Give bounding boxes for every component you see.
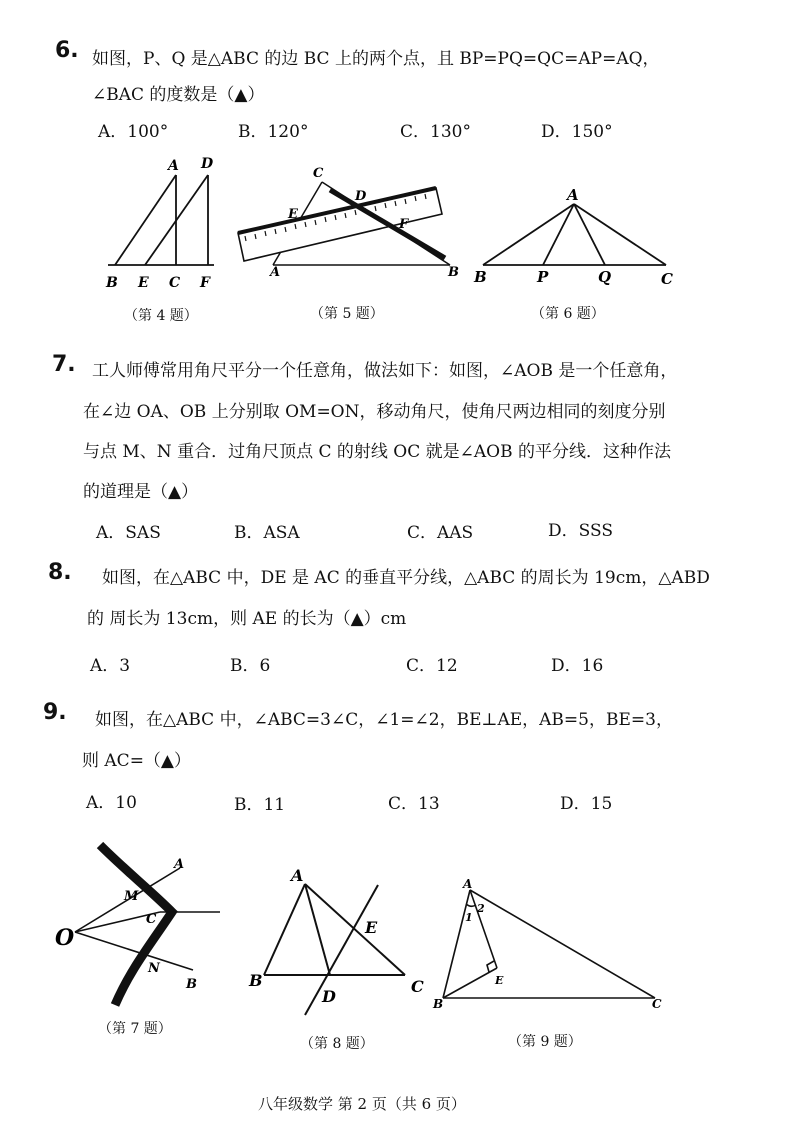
fig4-label-e: E bbox=[138, 275, 149, 291]
q8-option-a: A．3 bbox=[90, 656, 131, 676]
fig4-label-a: A bbox=[168, 158, 179, 174]
fig8-label-d: D bbox=[322, 987, 336, 1006]
fig8-label-a: A bbox=[291, 866, 304, 885]
q6-text-line1: 如图，P、Q 是△ABC 的边 BC 上的两个点，且 BP=PQ=QC=AP=AQ， bbox=[92, 49, 660, 69]
q9-number: 9. bbox=[43, 700, 67, 725]
q8-number: 8. bbox=[48, 560, 72, 585]
q6-option-d: D．150° bbox=[541, 122, 613, 142]
fig8-label-c: C bbox=[411, 977, 424, 996]
q9-text-line1: 如图，在△ABC 中，∠ABC=3∠C，∠1=∠2，BE⊥AE，AB=5，BE=3， bbox=[95, 710, 673, 730]
fig6-caption: （第 6 题） bbox=[531, 306, 605, 322]
q6-option-c: C．130° bbox=[400, 122, 471, 142]
q8-option-d: D．16 bbox=[551, 656, 604, 676]
fig6-label-p: P bbox=[537, 268, 549, 286]
fig7-label-a: A bbox=[174, 857, 185, 872]
q6-option-a: A．100° bbox=[98, 122, 169, 142]
fig9-label-c: C bbox=[652, 997, 662, 1011]
q8-option-b: B．6 bbox=[230, 656, 271, 676]
fig4-label-d: D bbox=[201, 156, 214, 172]
fig5-label-a: A bbox=[270, 265, 281, 280]
fig9-label-2: 2 bbox=[477, 902, 485, 915]
q7-number: 7. bbox=[52, 352, 76, 377]
fig5-label-b: B bbox=[448, 265, 459, 280]
fig8-label-b: B bbox=[249, 971, 263, 990]
fig6-label-b: B bbox=[474, 268, 487, 286]
fig4-label-c: C bbox=[169, 275, 181, 291]
fig5-label-f: F bbox=[399, 217, 409, 232]
q6-text-line2: ∠BAC 的度数是（▲） bbox=[92, 85, 265, 105]
fig5-caption: （第 5 题） bbox=[310, 306, 384, 322]
fig5-label-c: C bbox=[313, 166, 324, 181]
fig4-caption: （第 4 题） bbox=[124, 308, 198, 324]
fig5-label-d: D bbox=[355, 189, 367, 204]
q9-option-a: A．10 bbox=[86, 793, 137, 813]
fig9-label-b: B bbox=[433, 997, 444, 1011]
q7-option-c: C．AAS bbox=[407, 523, 474, 543]
fig8-caption: （第 8 题） bbox=[300, 1036, 374, 1052]
q6-number: 6. bbox=[55, 38, 79, 63]
fig6-label-c: C bbox=[661, 270, 673, 288]
fig9-label-a: A bbox=[463, 877, 473, 891]
q8-option-c: C．12 bbox=[406, 656, 458, 676]
fig4-label-f: F bbox=[200, 275, 210, 291]
fig7-label-b: B bbox=[186, 977, 197, 992]
q7-text-line4: 的道理是（▲） bbox=[83, 482, 199, 502]
fig7-label-m: M bbox=[124, 889, 139, 904]
q7-text-line3: 与点 M、N 重合．过角尺顶点 C 的射线 OC 就是∠AOB 的平分线．这种作法 bbox=[83, 442, 672, 462]
fig4-label-b: B bbox=[106, 275, 118, 291]
fig9-label-e: E bbox=[495, 974, 504, 987]
q9-option-d: D．15 bbox=[560, 794, 613, 814]
fig7-caption: （第 7 题） bbox=[98, 1021, 172, 1037]
fig7-label-o: O bbox=[55, 925, 75, 951]
q7-option-a: A．SAS bbox=[96, 523, 161, 543]
q7-text-line1: 工人师傅常用角尺平分一个任意角，做法如下：如图，∠AOB 是一个任意角， bbox=[92, 361, 678, 381]
q9-option-b: B．11 bbox=[234, 795, 286, 815]
q8-text-line2: 的 周长为 13cm，则 AE 的长为（▲）cm bbox=[87, 609, 407, 629]
fig5-label-e: E bbox=[288, 207, 298, 222]
q7-option-d: D．SSS bbox=[548, 521, 613, 541]
q6-option-b: B．120° bbox=[238, 122, 309, 142]
fig9-caption: （第 9 题） bbox=[508, 1034, 582, 1050]
fig7-label-c: C bbox=[146, 912, 157, 927]
fig9-label-1: 1 bbox=[465, 911, 473, 924]
q7-option-b: B．ASA bbox=[234, 523, 300, 543]
q7-text-line2: 在∠边 OA、OB 上分别取 OM=ON，移动角尺，使角尺两边相同的刻度分别 bbox=[83, 402, 666, 422]
fig6-label-a: A bbox=[567, 186, 579, 204]
q9-text-line2: 则 AC=（▲） bbox=[82, 751, 192, 771]
fig6-label-q: Q bbox=[598, 268, 612, 286]
q9-option-c: C．13 bbox=[388, 794, 440, 814]
page-footer: 八年级数学 第 2 页（共 6 页） bbox=[258, 1095, 466, 1113]
fig8-label-e: E bbox=[365, 918, 378, 937]
q8-text-line1: 如图，在△ABC 中，DE 是 AC 的垂直平分线，△ABC 的周长为 19cm，△ABD bbox=[102, 568, 710, 588]
fig7-label-n: N bbox=[148, 961, 160, 976]
